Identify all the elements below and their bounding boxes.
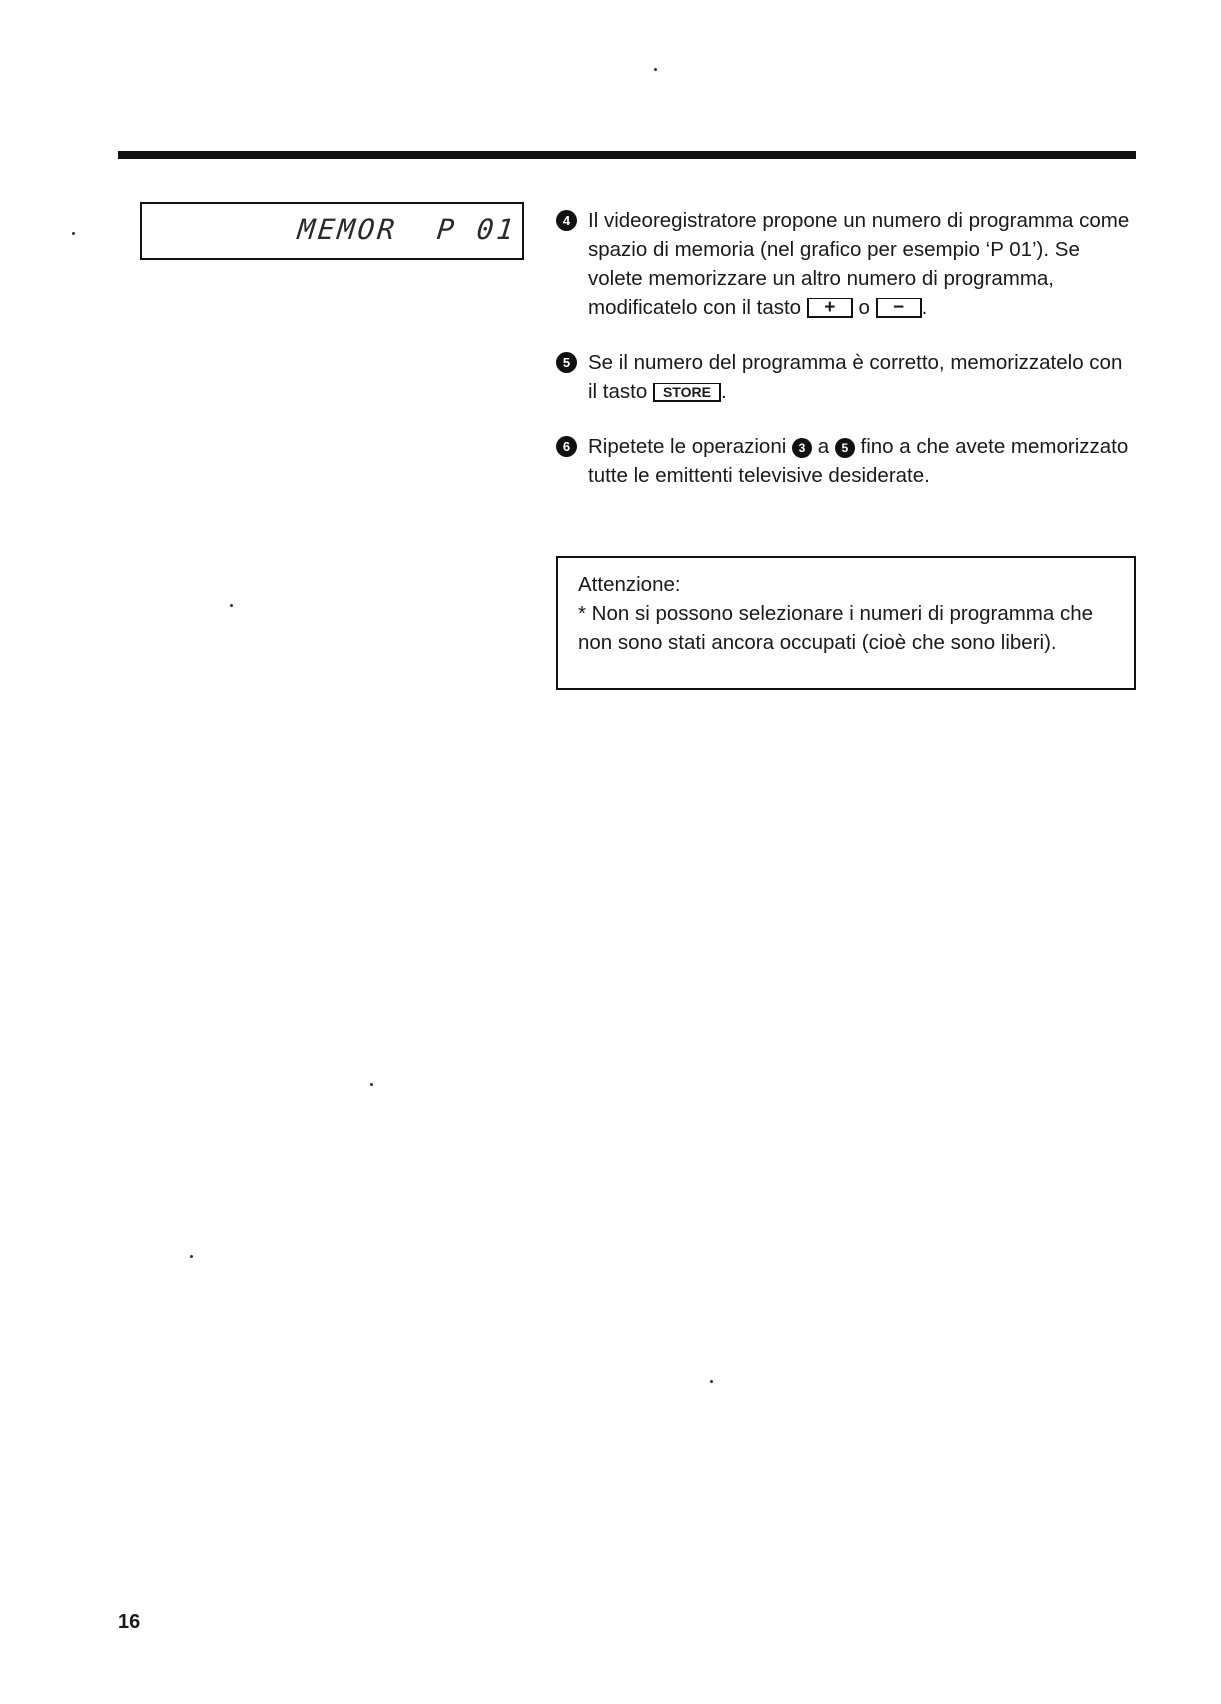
step-text: Ripetete le operazioni xyxy=(588,435,792,458)
note-title: Attenzione: xyxy=(578,573,681,596)
scan-speck xyxy=(370,1083,373,1086)
step-reference-badge: 3 xyxy=(792,438,812,458)
scan-speck xyxy=(190,1255,193,1258)
step-reference-badge: 5 xyxy=(835,438,855,458)
plus-key: + xyxy=(807,298,853,318)
lcd-text: MEMOR P 01 xyxy=(295,213,518,246)
step-text-connector: o xyxy=(852,296,876,319)
scan-speck xyxy=(654,68,657,71)
step-text: Se il numero del programma è corretto, memorizzatelo con il tasto xyxy=(588,351,1123,403)
attention-note xyxy=(556,556,1136,690)
step-number-badge: 4 xyxy=(556,210,577,231)
scan-speck xyxy=(710,1380,713,1383)
instruction-steps xyxy=(556,206,1136,516)
step-text-end: . xyxy=(720,380,727,403)
step-text-end: fino a che avete memorizzato tutte le emittenti televisive desiderate. xyxy=(588,435,1129,487)
step-text-end: . xyxy=(921,296,928,319)
step-6 xyxy=(556,432,1136,490)
step-4 xyxy=(556,206,1136,322)
page-number: 16 xyxy=(118,1611,141,1633)
note-body: * Non si possono selezionare i numeri di programma che non sono stati ancora occupati (cioè che sono liberi). xyxy=(578,602,1094,654)
lcd-display xyxy=(140,202,524,260)
step-text: Il videoregistratore propone un numero di programma come spazio di memoria (nel grafico per esempio ‘P 01’). Se volete memorizzare un altro numero di programma, modificatelo con il tasto xyxy=(588,209,1130,319)
scan-speck xyxy=(72,232,75,235)
scan-speck xyxy=(230,604,233,607)
step-text-connector: a xyxy=(812,435,835,458)
step-number-badge: 5 xyxy=(556,352,577,373)
header-rule xyxy=(118,151,1136,159)
step-5 xyxy=(556,348,1136,406)
store-key: STORE xyxy=(653,383,721,402)
minus-key: − xyxy=(876,298,922,318)
step-number-badge: 6 xyxy=(556,436,577,457)
